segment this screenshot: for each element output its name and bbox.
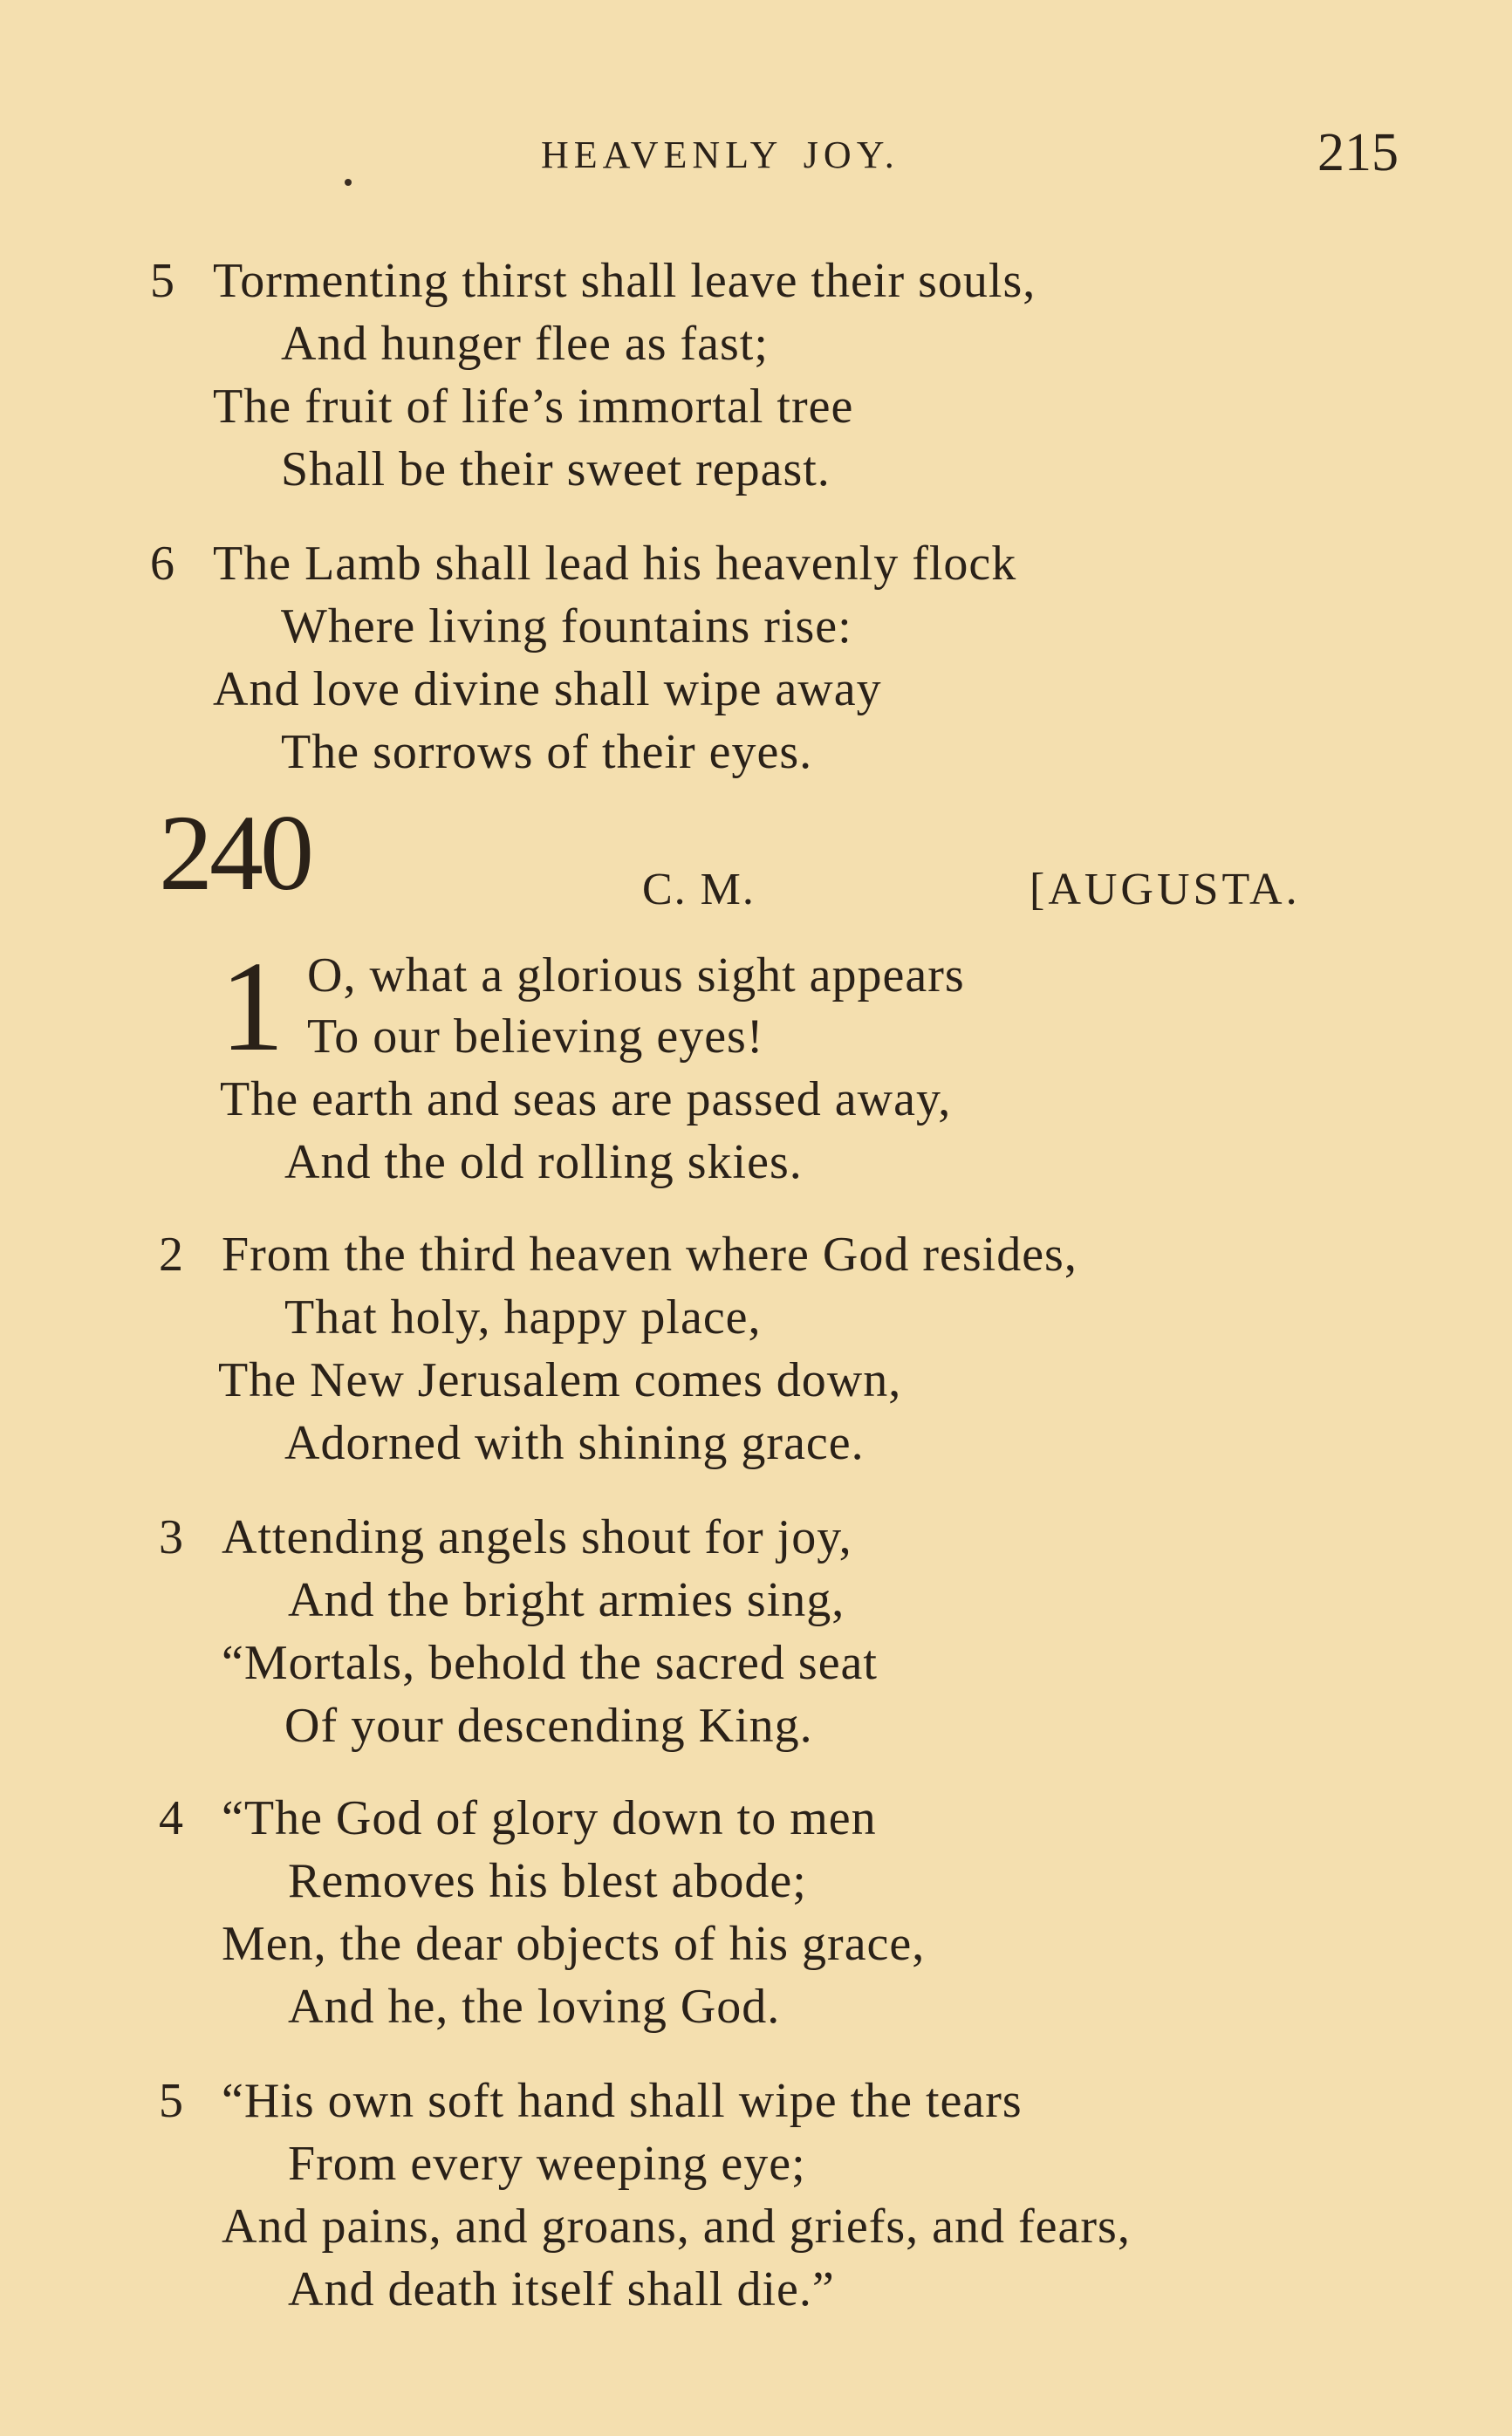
running-title: HEAVENLY JOY. — [541, 133, 900, 176]
verse-line: Removes his blest abode; — [288, 1854, 807, 1908]
tune-name: [AUGUSTA. — [1030, 865, 1301, 914]
verse-number: 4 — [159, 1791, 183, 1845]
verse-line: The New Jerusalem comes down, — [218, 1353, 902, 1407]
verse-number: 3 — [159, 1510, 183, 1564]
verse-line: The fruit of life’s immortal tree — [213, 380, 854, 434]
running-head — [0, 122, 1512, 192]
verse-line: To our believing eyes! — [307, 1009, 764, 1064]
page-number: 215 — [1317, 123, 1399, 182]
verse-line: From every weeping eye; — [288, 2137, 806, 2191]
verse-number: 5 — [150, 254, 174, 308]
verse-line: Men, the dear objects of his grace, — [222, 1917, 926, 1971]
verse-line: And the old rolling skies. — [284, 1135, 803, 1189]
print-speck — [345, 179, 352, 186]
hymn-meter: C. M. — [642, 865, 756, 914]
verse-line: And the bright armies sing, — [288, 1573, 845, 1627]
verse-number: 2 — [159, 1228, 183, 1282]
verse-number: 5 — [159, 2074, 183, 2128]
verse-line: Tormenting thirst shall leave their souls, — [213, 254, 1037, 308]
verse-line: And love divine shall wipe away — [213, 662, 882, 716]
verse-dropcap: 1 — [220, 935, 284, 1078]
verse-line: Where living fountains rise: — [281, 599, 852, 653]
verse-line: “His own soft hand shall wipe the tears — [222, 2074, 1023, 2128]
verse-line: “The God of glory down to men — [222, 1791, 877, 1845]
verse-line: Attending angels shout for joy, — [222, 1510, 852, 1564]
verse-line: From the third heaven where God resides, — [222, 1228, 1078, 1282]
verse-line: Shall be their sweet repast. — [281, 442, 831, 496]
verse-line: The sorrows of their eyes. — [281, 725, 813, 779]
verse-number: 6 — [150, 537, 174, 591]
verse-line: “Mortals, behold the sacred seat — [222, 1636, 878, 1690]
verse-line: Of your descending King. — [284, 1699, 813, 1753]
verse-line: And death itself shall die.” — [288, 2262, 835, 2316]
verse-line: And he, the loving God. — [288, 1980, 781, 2034]
verse-line: And pains, and groans, and griefs, and fears, — [222, 2200, 1131, 2254]
verse-line: The Lamb shall lead his heavenly flock — [213, 537, 1017, 591]
hymn-number: 240 — [159, 793, 311, 913]
verse-line: O, what a glorious sight appears — [307, 948, 965, 1002]
verse-line: And hunger flee as fast; — [281, 317, 769, 371]
verse-line: That holy, happy place, — [284, 1290, 762, 1345]
verse-line: The earth and seas are passed away, — [220, 1072, 952, 1126]
verse-line: Adorned with shining grace. — [284, 1416, 865, 1470]
